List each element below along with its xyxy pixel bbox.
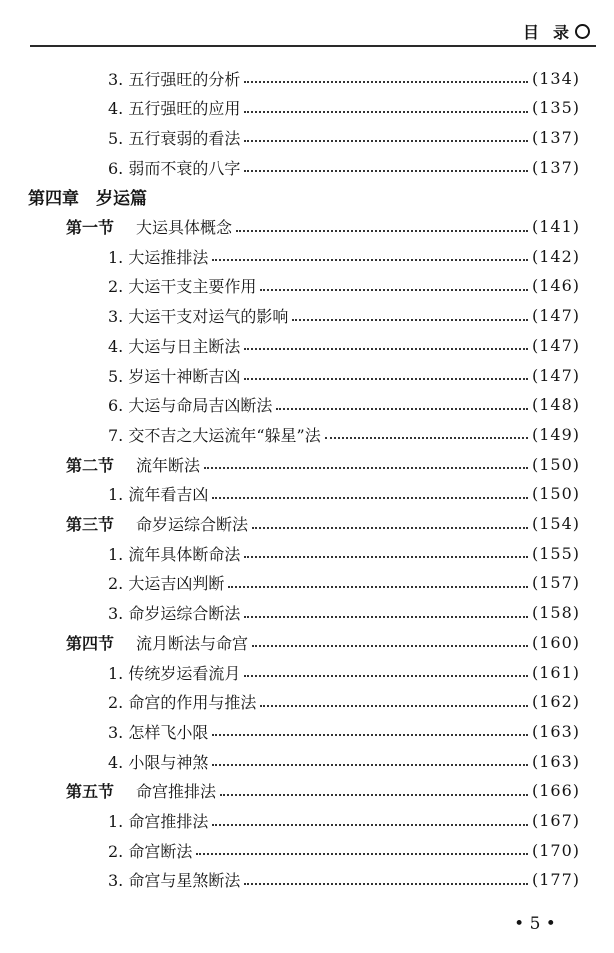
- entry-label: 1. 命宫推排法: [108, 812, 209, 831]
- leader-dots: [212, 734, 528, 736]
- header-rule: [30, 45, 596, 47]
- entry-page-number: (137): [531, 157, 580, 177]
- leader-dots: [196, 853, 528, 855]
- entry-label: 1. 大运推排法: [108, 247, 209, 267]
- entry-label: 第四章 岁运篇: [28, 189, 147, 210]
- entry-label: 4. 小限与神煞: [108, 752, 209, 772]
- entry-label: 3. 怎样飞小限: [108, 722, 209, 742]
- toc-item: [108, 717, 580, 745]
- toc-item: [108, 807, 580, 835]
- toc-item: [108, 64, 580, 92]
- entry-label: 流年断法: [136, 455, 201, 475]
- entry-label: 3. 命宫与星煞断法: [108, 871, 241, 891]
- entry-page-number: (162): [531, 692, 580, 712]
- entry-label: 4. 大运与日主断法: [108, 336, 241, 356]
- entry-page-number: (147): [531, 306, 580, 326]
- toc-item: [108, 658, 580, 686]
- toc-item: [108, 599, 580, 627]
- entry-label: 3. 五行强旺的分析: [108, 69, 241, 89]
- entry-page-number: (146): [531, 276, 580, 296]
- entry-label: 1. 流年看吉凶: [108, 485, 209, 505]
- entry-label: 2. 命宫断法: [108, 841, 193, 861]
- leader-dots: [252, 527, 528, 529]
- leader-dots: [244, 675, 528, 677]
- entry-label: 7. 交不吉之大运流年“躲星”法: [108, 425, 321, 445]
- entry-label: 命岁运综合断法: [136, 515, 249, 534]
- section-number: 第一节: [66, 218, 115, 237]
- entry-page-number: (155): [531, 543, 580, 563]
- leader-dots: [244, 348, 528, 350]
- header-title-part1: 目: [522, 22, 539, 42]
- toc-item: [108, 361, 580, 389]
- leader-dots: [212, 259, 528, 261]
- toc-item: [108, 94, 580, 122]
- toc-item: [108, 539, 580, 567]
- entry-label: 流月断法与命宫: [136, 633, 249, 653]
- leader-dots: [276, 408, 528, 410]
- entry-label: 2. 命宫的作用与推法: [108, 693, 257, 713]
- entry-page-number: (150): [531, 484, 580, 504]
- entry-page-number: (149): [531, 424, 580, 444]
- entry-page-number: (141): [531, 217, 580, 236]
- entry-page-number: (148): [531, 395, 580, 415]
- leader-dots: [212, 764, 528, 766]
- leader-dots: [244, 81, 528, 83]
- leader-dots: [260, 705, 528, 707]
- entry-label: 4. 五行强旺的应用: [108, 99, 241, 119]
- toc-item: [108, 331, 580, 359]
- leader-dots: [228, 586, 528, 588]
- toc-item: [108, 123, 580, 151]
- entry-page-number: (166): [531, 781, 580, 801]
- leader-dots: [236, 230, 528, 232]
- entry-page-number: (137): [531, 127, 580, 147]
- toc-item: [108, 480, 580, 508]
- entry-page-number: (163): [531, 751, 580, 771]
- entry-page-number: (163): [531, 721, 580, 741]
- leader-dots: [244, 378, 528, 380]
- entry-page-number: (135): [531, 98, 580, 118]
- leader-dots: [204, 467, 528, 469]
- section-number: 第四节: [66, 633, 115, 653]
- entry-page-number: (157): [531, 573, 580, 593]
- entry-page-number: (154): [531, 514, 580, 533]
- toc-item: [108, 242, 580, 270]
- entry-page-number: (134): [531, 68, 580, 88]
- toc-chapter: [28, 183, 147, 211]
- entry-label: 1. 流年具体断命法: [108, 544, 241, 564]
- entry-page-number: (167): [531, 811, 580, 830]
- entry-page-number: (161): [531, 662, 580, 682]
- toc-section: [66, 213, 580, 241]
- toc-item: [108, 866, 580, 894]
- entry-page-number: (147): [531, 335, 580, 355]
- entry-label: 1. 传统岁运看流月: [108, 663, 241, 683]
- entry-label: 6. 弱而不衰的八字: [108, 158, 241, 178]
- toc-item: [108, 688, 580, 716]
- leader-dots: [244, 616, 528, 618]
- leader-dots: [244, 170, 528, 172]
- leader-dots: [252, 645, 528, 647]
- leader-dots: [212, 824, 528, 826]
- toc-item: [108, 391, 580, 419]
- entry-label: 3. 大运干支对运气的影响: [108, 307, 289, 327]
- leader-dots: [244, 111, 528, 113]
- leader-dots: [260, 289, 528, 291]
- entry-label: 5. 岁运十神断吉凶: [108, 366, 241, 386]
- toc-item: [108, 302, 580, 330]
- leader-dots: [244, 556, 528, 558]
- leader-dots: [244, 883, 528, 885]
- toc-section: [66, 777, 580, 805]
- leader-dots: [212, 497, 528, 499]
- toc-section: [66, 510, 580, 538]
- section-number: 第二节: [66, 455, 115, 475]
- entry-label: 3. 命岁运综合断法: [108, 604, 241, 624]
- entry-label: 命宫推排法: [136, 782, 217, 802]
- toc-item: [108, 747, 580, 775]
- leader-dots: [220, 794, 528, 796]
- entry-page-number: (177): [531, 870, 580, 890]
- entry-label: 5. 五行衰弱的看法: [108, 128, 241, 148]
- toc-section: [66, 450, 580, 478]
- entry-page-number: (142): [531, 246, 580, 266]
- page-number: • 5 •: [514, 914, 556, 934]
- entry-page-number: (160): [531, 632, 580, 652]
- toc-item: [108, 420, 580, 448]
- section-number: 第五节: [66, 782, 115, 802]
- leader-dots: [325, 437, 528, 439]
- toc-item: [108, 836, 580, 864]
- entry-page-number: (150): [531, 454, 580, 474]
- toc-item: [108, 569, 580, 597]
- page-header: [480, 18, 590, 44]
- toc-item: [108, 153, 580, 181]
- section-number: 第三节: [66, 515, 115, 534]
- circle-icon: [575, 24, 590, 39]
- leader-dots: [244, 140, 528, 142]
- entry-label: 6. 大运与命局吉凶断法: [108, 396, 273, 416]
- header-title-part2: 录: [552, 22, 569, 42]
- leader-dots: [292, 319, 528, 321]
- entry-page-number: (147): [531, 365, 580, 385]
- entry-page-number: (158): [531, 603, 580, 623]
- entry-page-number: (170): [531, 840, 580, 860]
- entry-label: 2. 大运干支主要作用: [108, 277, 257, 297]
- toc-item: [108, 272, 580, 300]
- entry-label: 大运具体概念: [136, 218, 233, 237]
- toc-section: [66, 628, 580, 656]
- entry-label: 2. 大运吉凶判断: [108, 574, 225, 594]
